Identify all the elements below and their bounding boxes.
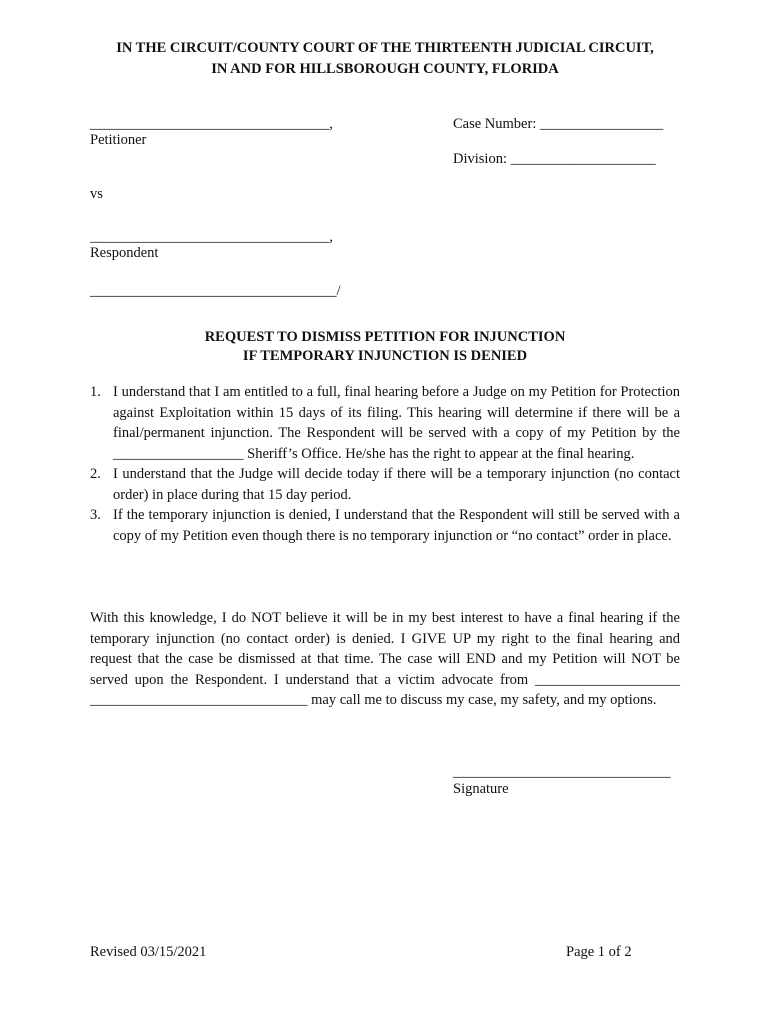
- respondent-name-line: _________________________________,: [90, 229, 333, 245]
- list-item: [90, 464, 680, 505]
- signature-label: Signature: [453, 781, 509, 797]
- document-title-line-2: IF TEMPORARY INJUNCTION IS DENIED: [242, 348, 528, 364]
- list-item-number: 1.: [90, 384, 101, 400]
- signature-line: ______________________________: [453, 764, 671, 780]
- caption-closing-line: __________________________________/: [90, 283, 341, 299]
- petitioner-name-line: _________________________________,: [90, 116, 333, 132]
- list-item: [90, 382, 680, 464]
- case-number-field: Case Number: _________________: [453, 116, 664, 132]
- respondent-label: Respondent: [90, 245, 159, 261]
- list-item-text: I understand that the Judge will decide today if there will be a temporary injunction (no contact order) in place during that 15 day period.: [113, 466, 680, 503]
- list-item-number: 3.: [90, 507, 101, 523]
- list-item-text: I understand that I am entitled to a full, final hearing before a Judge on my Petition for Protection against Exploitation within 15 days of its filing. This hearing will determine if there will be a final/permanent injunction. The Respondent will be served with a copy of my Petition by the __________________ Sheriff’s Office. He/she has the right to appear at the final hearing.: [113, 384, 680, 462]
- page-number: Page 1 of 2: [566, 944, 632, 960]
- petitioner-label: Petitioner: [90, 132, 147, 148]
- document-title: [0, 328, 770, 366]
- list-item-text: If the temporary injunction is denied, I understand that the Respondent will still be served with a copy of my Petition even though there is no temporary injunction or “no contact” order in place.: [113, 507, 680, 544]
- list-item-number: 2.: [90, 466, 101, 482]
- division-field: Division: ____________________: [453, 151, 656, 167]
- revision-date: Revised 03/15/2021: [90, 944, 207, 960]
- court-header-line-2: IN AND FOR HILLSBOROUGH COUNTY, FLORIDA: [211, 61, 559, 77]
- versus-label: vs: [90, 186, 103, 202]
- court-header: [0, 38, 770, 80]
- waiver-paragraph: With this knowledge, I do NOT believe it will be in my best interest to have a final hearing if the temporary injunction (no contact order) is denied. I GIVE UP my right to the final hearing and request that the case be dismissed at that time. The case will END and my Petition will NOT be served upon the Respondent. I understand that a victim advocate from ____________________ ______________________________ may call me to discuss my case, my safety, and my options.: [90, 610, 680, 708]
- court-header-line-1: IN THE CIRCUIT/COUNTY COURT OF THE THIRTEENTH JUDICIAL CIRCUIT,: [116, 40, 654, 56]
- acknowledgement-list: [90, 382, 680, 546]
- list-item: [90, 505, 680, 546]
- document-title-line-1: REQUEST TO DISMISS PETITION FOR INJUNCTION: [204, 329, 566, 345]
